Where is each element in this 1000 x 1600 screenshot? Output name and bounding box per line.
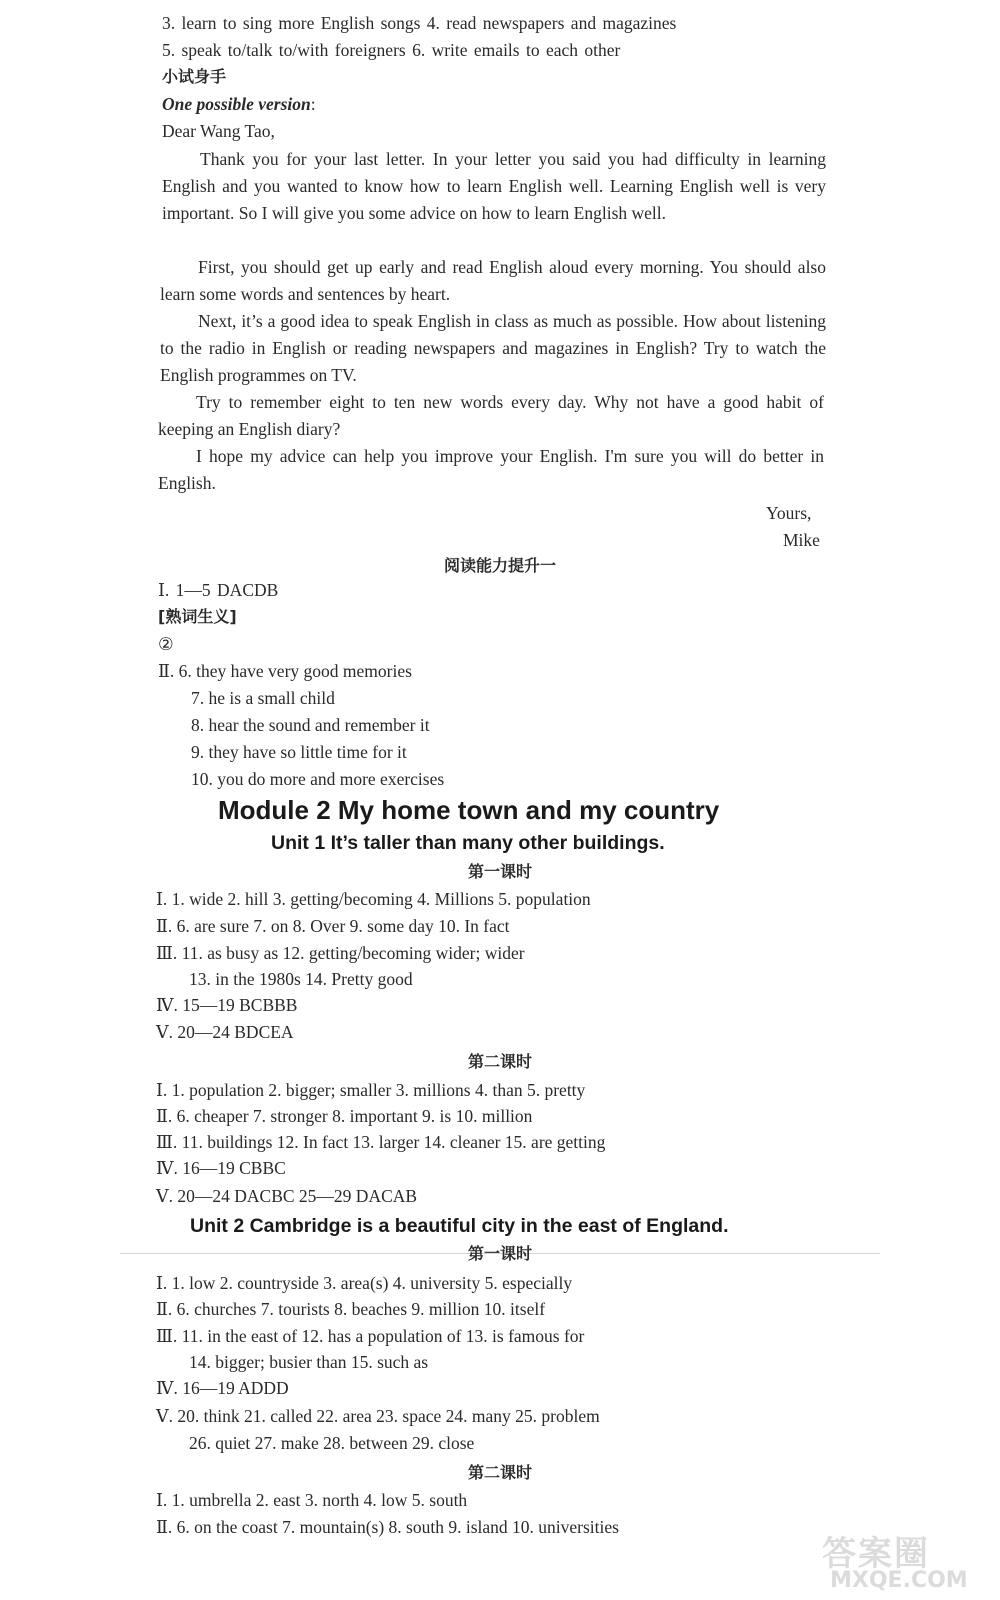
answer-line: Ⅴ. 20. think 21. called 22. area 23. space 24. many 25. problem: [156, 1406, 600, 1426]
watermark-cn: 答案圈: [822, 1534, 930, 1574]
answer-line: Ⅴ. 20—24 BDCEA: [156, 1022, 294, 1042]
bracket-label: [熟词生义]: [158, 607, 237, 626]
module-title: Module 2 My home town and my country: [218, 795, 720, 825]
lesson-title: 第一课时: [467, 862, 532, 881]
answer-line: Ⅱ. 6. churches 7. tourists 8. beaches 9. million 10. itself: [156, 1299, 546, 1319]
answer-line: Ⅴ. 20—24 DACBC 25—29 DACAB: [156, 1186, 418, 1206]
answer-line: Ⅰ. 1. population 2. bigger; smaller 3. millions 4. than 5. pretty: [156, 1080, 586, 1100]
answer-line: 14. bigger; busier than 15. such as: [189, 1352, 429, 1372]
version-label: [162, 93, 316, 115]
letter-signature: Mike: [783, 530, 820, 550]
letter-paragraph: Thank you for your last letter. In your letter you said you had difficulty in learning English and you wanted to know how to learn English well. Learning English well is very important. So I will give you some advice on how to learn English well.: [162, 149, 826, 223]
answer-line: Ⅰ. 1. umbrella 2. east 3. north 4. low 5. south: [156, 1490, 468, 1510]
answer-line: Ⅱ. 6. are sure 7. on 8. Over 9. some day 10. In fact: [156, 916, 510, 936]
answer-line: Ⅰ. 1—5 DACDB: [158, 580, 279, 600]
answer-line: Ⅳ. 16—19 ADDD: [156, 1378, 289, 1398]
letter-paragraph: First, you should get up early and read English aloud every morning. You should also learn some words and sentences by heart.: [160, 257, 826, 304]
watermark-logo: [802, 1524, 982, 1596]
answer-line: Ⅱ. 6. on the coast 7. mountain(s) 8. south 9. island 10. universities: [156, 1517, 619, 1537]
version-label-text: One possible version: [162, 94, 311, 114]
answer-line: Ⅲ. 11. buildings 12. In fact 13. larger 14. cleaner 15. are getting: [156, 1132, 606, 1152]
answer-line: Ⅲ. 11. as busy as 12. getting/becoming wider; wider: [156, 943, 525, 963]
watermark-en: MXQE.COM: [830, 1568, 968, 1593]
answer-line: Ⅰ. 1. low 2. countryside 3. area(s) 4. university 5. especially: [156, 1273, 573, 1293]
unit-title: Unit 2 Cambridge is a beautiful city in the east of England.: [190, 1215, 729, 1237]
answer-line: 26. quiet 27. make 28. between 29. close: [189, 1433, 475, 1453]
letter-paragraph: I hope my advice can help you improve your English. I'm sure you will do better in English.: [158, 446, 824, 493]
letter-greeting: Dear Wang Tao,: [162, 121, 275, 141]
answer-line: 9. they have so little time for it: [191, 742, 407, 762]
letter-paragraph: Next, it’s a good idea to speak English in class as much as possible. How about listening to the radio in English or reading newspapers and magazines in English? Try to watch the English programmes on TV.: [160, 311, 826, 385]
answer-line: Ⅱ. 6. they have very good memories: [158, 661, 412, 681]
answer-line: Ⅳ. 15—19 BCBBB: [156, 995, 298, 1015]
lesson-title: 第一课时: [467, 1244, 532, 1263]
answer-line: Ⅱ. 6. cheaper 7. stronger 8. important 9. is 10. million: [156, 1106, 533, 1126]
answer-line: Ⅲ. 11. in the east of 12. has a population of 13. is famous for: [156, 1326, 585, 1346]
answer-line: Ⅳ. 16—19 CBBC: [156, 1158, 286, 1178]
unit-title: Unit 1 It’s taller than many other buildings.: [271, 832, 665, 854]
answer-line: 8. hear the sound and remember it: [191, 715, 430, 735]
letter-closing: Yours,: [766, 503, 812, 523]
answer-line: 3. learn to sing more English songs 4. read newspapers and magazines: [162, 13, 677, 33]
circled-number: ②: [158, 634, 174, 654]
letter-paragraph: Try to remember eight to ten new words every day. Why not have a good habit of keeping an English diary?: [158, 392, 824, 439]
reading-section-title: 阅读能力提升一: [443, 556, 556, 575]
version-colon: :: [310, 94, 316, 114]
lesson-title: 第二课时: [467, 1463, 532, 1482]
lesson-title: 第二课时: [467, 1052, 532, 1071]
answer-line: 7. he is a small child: [191, 688, 335, 708]
answer-line: 13. in the 1980s 14. Pretty good: [189, 969, 413, 989]
answer-line: 5. speak to/talk to/with foreigners 6. write emails to each other: [162, 40, 621, 60]
answer-line: Ⅰ. 1. wide 2. hill 3. getting/becoming 4. Millions 5. population: [156, 889, 591, 909]
answer-line: 10. you do more and more exercises: [191, 769, 445, 789]
section-heading-practice: 小试身手: [162, 67, 227, 86]
